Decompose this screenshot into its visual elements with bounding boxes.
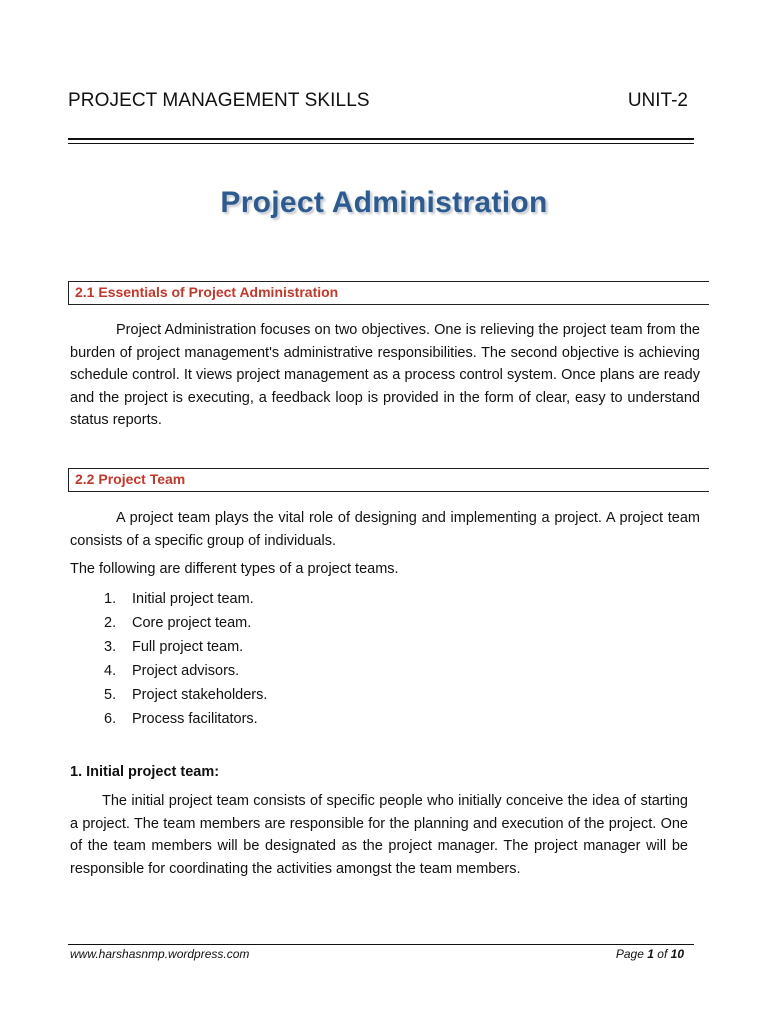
list-item: 6. Process facilitators. — [104, 711, 258, 727]
section-heading: 2.2 Project Team — [75, 471, 186, 487]
page-header — [68, 90, 688, 120]
section-paragraph — [70, 507, 700, 552]
header-rule — [68, 138, 694, 140]
subsection-paragraph — [70, 790, 688, 880]
section-heading-box — [68, 468, 709, 492]
paragraph-text: A project team plays the vital role of designing and implementing a project. A project team consists of a specific group of individuals. — [70, 510, 700, 549]
list-item: 4. Project advisors. — [104, 663, 240, 679]
paragraph-text: Project Administration focuses on two objectives. One is relieving the project team from the burden of project management's administrative responsibilities. The second objective is achieving schedule control. It views project management as a process control system. Once plans are ready and the project is executing, a feedback loop is provided in the form of clear, easy to understand status reports. — [70, 322, 700, 428]
section-heading: 2.1 Essentials of Project Administration — [75, 284, 339, 300]
section-paragraph — [70, 319, 700, 432]
section-heading-box — [68, 281, 709, 305]
list-intro: The following are different types of a project teams. — [70, 561, 399, 577]
footer-rule — [68, 944, 694, 945]
header-title: PROJECT MANAGEMENT SKILLS — [68, 90, 370, 111]
footer-url: www.harshasnmp.wordpress.com — [70, 947, 250, 961]
list-item: 2. Core project team. — [104, 615, 252, 631]
team-types-list — [104, 587, 267, 731]
header-unit: UNIT-2 — [627, 90, 688, 111]
list-item: 1. Initial project team. — [104, 591, 254, 607]
subsection-heading: 1. Initial project team: — [70, 764, 220, 780]
list-item: 3. Full project team. — [104, 639, 244, 655]
document-title: Project Administration — [220, 186, 548, 219]
paragraph-text: The initial project team consists of specific people who initially conceive the idea of starting a project. The team members are responsible for the planning and execution of the project. One of the team members will be designated as the project manager. The project manager will be responsible for coordinating the activities amongst the team members. — [70, 793, 688, 877]
list-item: 5. Project stakeholders. — [104, 687, 268, 703]
page-number: Page 1 of 10 — [615, 947, 684, 961]
header-rule-thin — [68, 143, 694, 144]
